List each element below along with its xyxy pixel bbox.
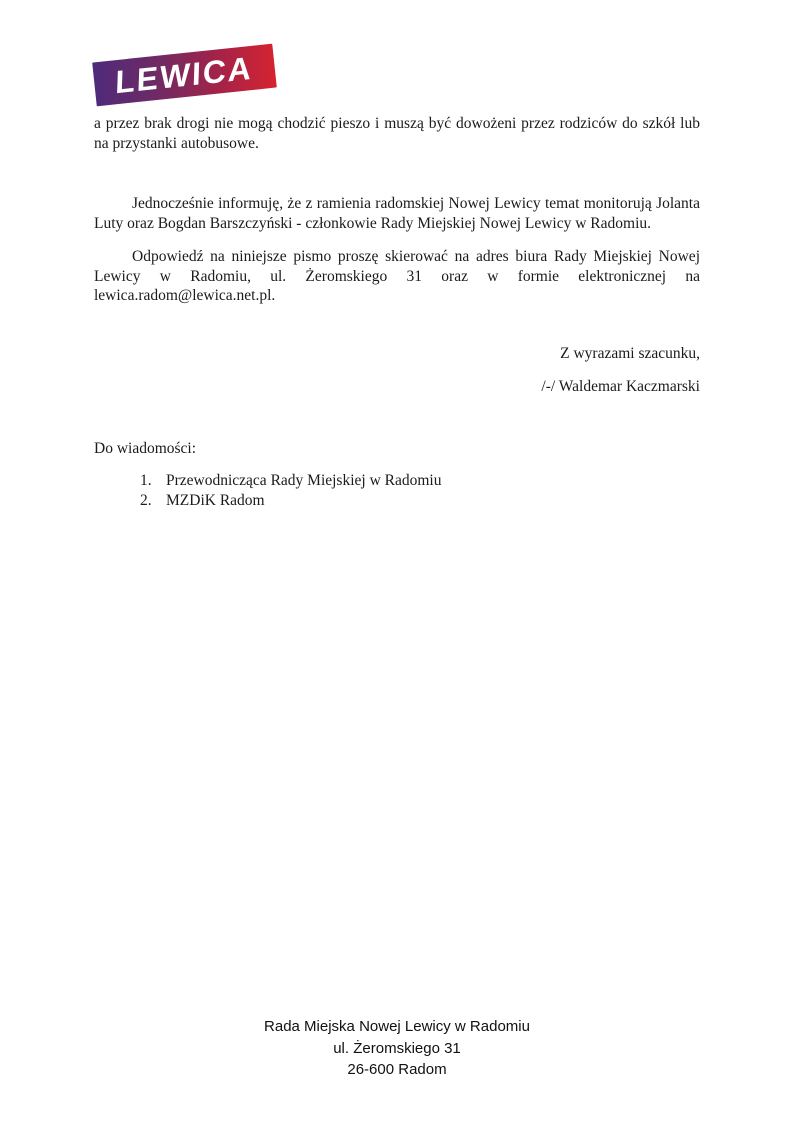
footer-city: 26-600 Radom <box>347 1061 447 1078</box>
footer-org-name: Rada Miejska Nowej Lewicy w Radomiu <box>264 1018 530 1035</box>
paragraph-transport: a przez brak drogi nie mogą chodzić pieszo i muszą być dowożeni przez rodziców do szkół lub na przystanki autobusowe. <box>94 115 700 152</box>
closing-salutation: Z wyrazami szacunku, <box>560 345 700 362</box>
cc-item-text: Przewodnicząca Rady Miejskiej w Radomiu <box>166 472 442 489</box>
cc-item-text: MZDiK Radom <box>166 491 265 509</box>
cc-item-number: 2. <box>140 491 152 509</box>
cc-list-item <box>140 491 441 511</box>
cc-heading: Do wiadomości: <box>94 440 197 457</box>
paragraph-reply-address: Odpowiedź na niniejsze pismo proszę skierować na adres biura Rady Miejskiej Nowej Lewicy w Radomiu, ul. Żeromskiego 31 oraz w formie elektronicznej na lewica.radom@lewica.net.pl. <box>94 248 700 304</box>
cc-list-item <box>140 471 441 491</box>
cc-list <box>140 471 441 510</box>
closing-block <box>94 344 700 396</box>
cc-item-number: 1. <box>140 472 152 489</box>
closing-signature: /-/ Waldemar Kaczmarski <box>541 377 700 395</box>
lewica-logo-text: LEWICA <box>115 49 254 101</box>
paragraph-monitoring: Jednocześnie informuję, że z ramienia radomskiej Nowej Lewicy temat monitorują Jolanta Luty oraz Bogdan Barszczyński - członkowie Rady Miejskiej Nowej Lewicy w Radomiu. <box>94 195 700 232</box>
footer-street: ul. Żeromskiego 31 <box>333 1039 461 1057</box>
letter-footer <box>0 1016 794 1081</box>
lewica-logo <box>92 44 277 107</box>
